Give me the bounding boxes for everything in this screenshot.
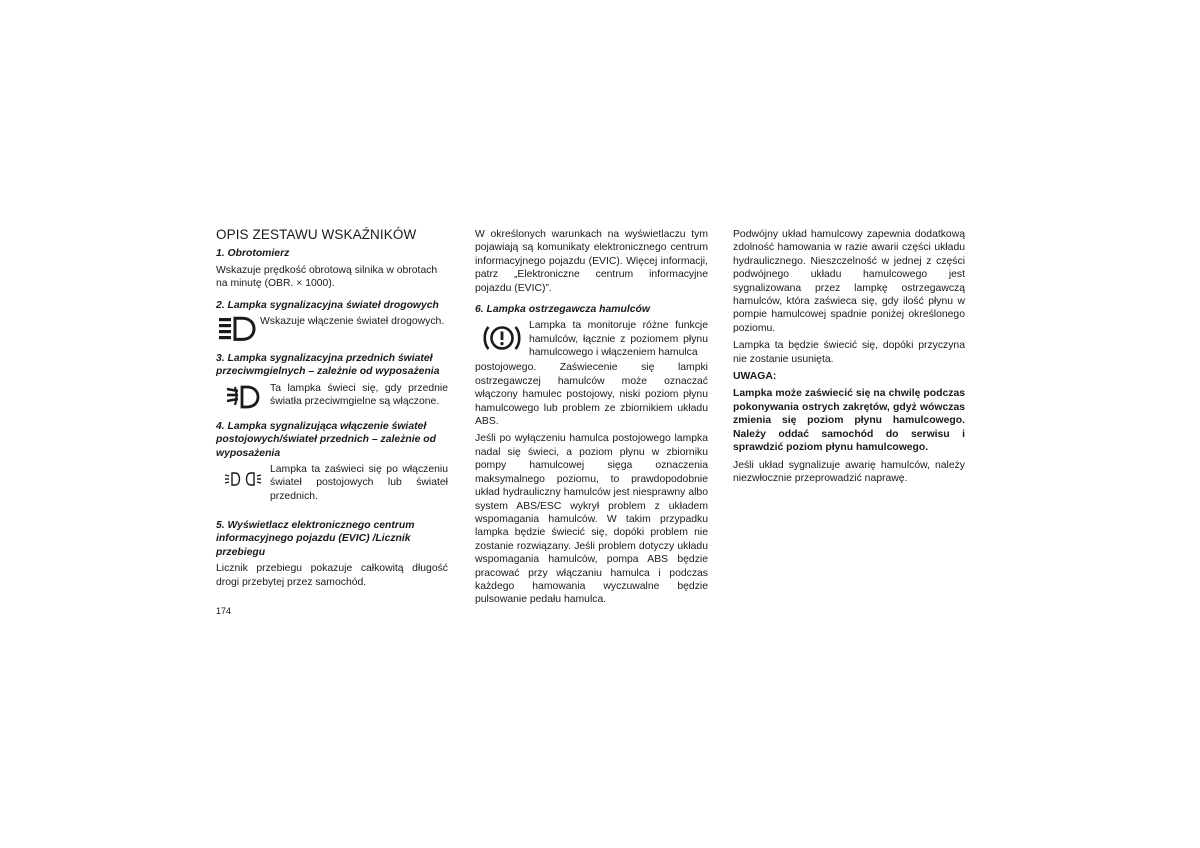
lamp-parking-lights	[216, 463, 448, 511]
parking-lights-icon	[216, 463, 270, 511]
paragraph-tachometer: Wskazuje prędkość obrotową silnika w obrotach na minutę (OBR. × 1000).	[216, 264, 438, 290]
text-fog-lights: Ta lampka świeci się, gdy przednie światła przeciwmgielne są włączone.	[270, 382, 448, 408]
warning-label: UWAGA:	[733, 371, 777, 383]
brake-warning-icon	[475, 319, 529, 361]
paragraph-dual-brake: Podwójny układ hamulcowy zapewnia dodatkową zdolność hamowania w razie awarii części układu hydraulicznego. Nieszczelność w jednej z części podwójnego układu hamulcowego jest sygnalizowana przez lampkę ostrzegawczą hamulców, która zaświeca się, gdy ilość płynu w pompie hamulcowej spadnie poniżej określonego poziomu.	[733, 229, 965, 334]
section-title: OPIS ZESTAWU WSKAŹNIKÓW	[216, 227, 417, 242]
heading-high-beam: 2. Lampka sygnalizacyjna świateł drogowych	[216, 299, 439, 311]
text-parking-lights: Lampka ta zaświeci się po włączeniu świateł postojowych lub świateł przednich.	[270, 464, 448, 502]
column-2	[475, 228, 708, 611]
paragraph-brake-hydraulics: Jeśli po wyłączeniu hamulca postojowego lampka nadal się świeci, a poziom płynu w zbiorniku pompy hamulcowej sięga oznaczenia maksymalnego poziomu, to prawdopodobnie układ hydrauliczny hamulców jest niesprawny albo system ABS/ESC wykrył problem z układem wspomagania hamulców. W takim przypadku lampka będzie świecić się, dopóki problem nie zostanie rozwiązany. Jeśli problem dotyczy układu wspomagania hamulców, pompa ABS będzie pracować przy włączaniu hamulca i podczas każdego hamowania wyczuwalne będzie pulsowanie pedału hamulca.	[475, 433, 708, 606]
warning-text: Lampka może zaświecić się na chwilę podczas pokonywania ostrych zakrętów, gdyż wówczas zmienia się poziom płynu hamulcowego. Należy oddać samochód do serwisu i sprawdzić poziom płynu hamulcowego.	[733, 388, 965, 454]
lamp-fog-lights	[216, 382, 448, 412]
paragraph-odometer: Licznik przebiegu pokazuje całkowitą długość drogi przebytej przez samochód.	[216, 563, 448, 588]
high-beam-icon	[216, 315, 260, 344]
heading-evic: 5. Wyświetlacz elektronicznego centrum informacyjnego pojazdu (EVIC) /Licznik przebiegu	[216, 520, 415, 558]
paragraph-repair: Jeśli układ sygnalizuje awarię hamulców, należy niezwłocznie przeprowadzić naprawę.	[733, 459, 965, 484]
column-1	[216, 228, 448, 593]
heading-brake-warning: 6. Lampka ostrzegawcza hamulców	[475, 304, 650, 316]
heading-parking-lights: 4. Lampka sygnalizująca włączenie świateł postojowych/świateł przednich – zależnie od wyposażenia	[216, 420, 436, 459]
text-brake-warning-a: Lampka ta monitoruje różne funkcje hamulców, łącznie z poziomem płynu hamulcowego i włączeniem hamulca	[529, 320, 708, 359]
page-number: 174	[216, 606, 232, 616]
lamp-brake-warning	[475, 319, 708, 361]
text-brake-warning-b: postojowego. Zaświecenie się lampki ostrzegawczej hamulców może oznaczać włączony hamulec postojowy, niski poziom płynu hamulcowego lub problem ze zbiornikiem układu ABS.	[475, 362, 708, 428]
paragraph-lamp-until-fixed: Lampka ta będzie świecić się, dopóki przyczyna nie zostanie usunięta.	[733, 340, 965, 365]
heading-fog-lights: 3. Lampka sygnalizacyjna przednich świateł przeciwmgielnych – zależnie od wyposażenia	[216, 353, 440, 378]
column-3	[733, 228, 965, 489]
paragraph-evic-messages: W określonych warunkach na wyświetlaczu tym pojawiają są komunikaty elektronicznego centrum informacyjnego pojazdu (EVIC). Więcej informacji, patrz „Elektroniczne centrum informacyjne pojazdu (EVIC)”.	[475, 229, 708, 294]
front-fog-light-icon	[216, 382, 270, 412]
lamp-high-beam	[216, 315, 448, 344]
heading-tachometer: 1. Obrotomierz	[216, 248, 290, 260]
text-high-beam: Wskazuje włączenie świateł drogowych.	[260, 316, 445, 328]
